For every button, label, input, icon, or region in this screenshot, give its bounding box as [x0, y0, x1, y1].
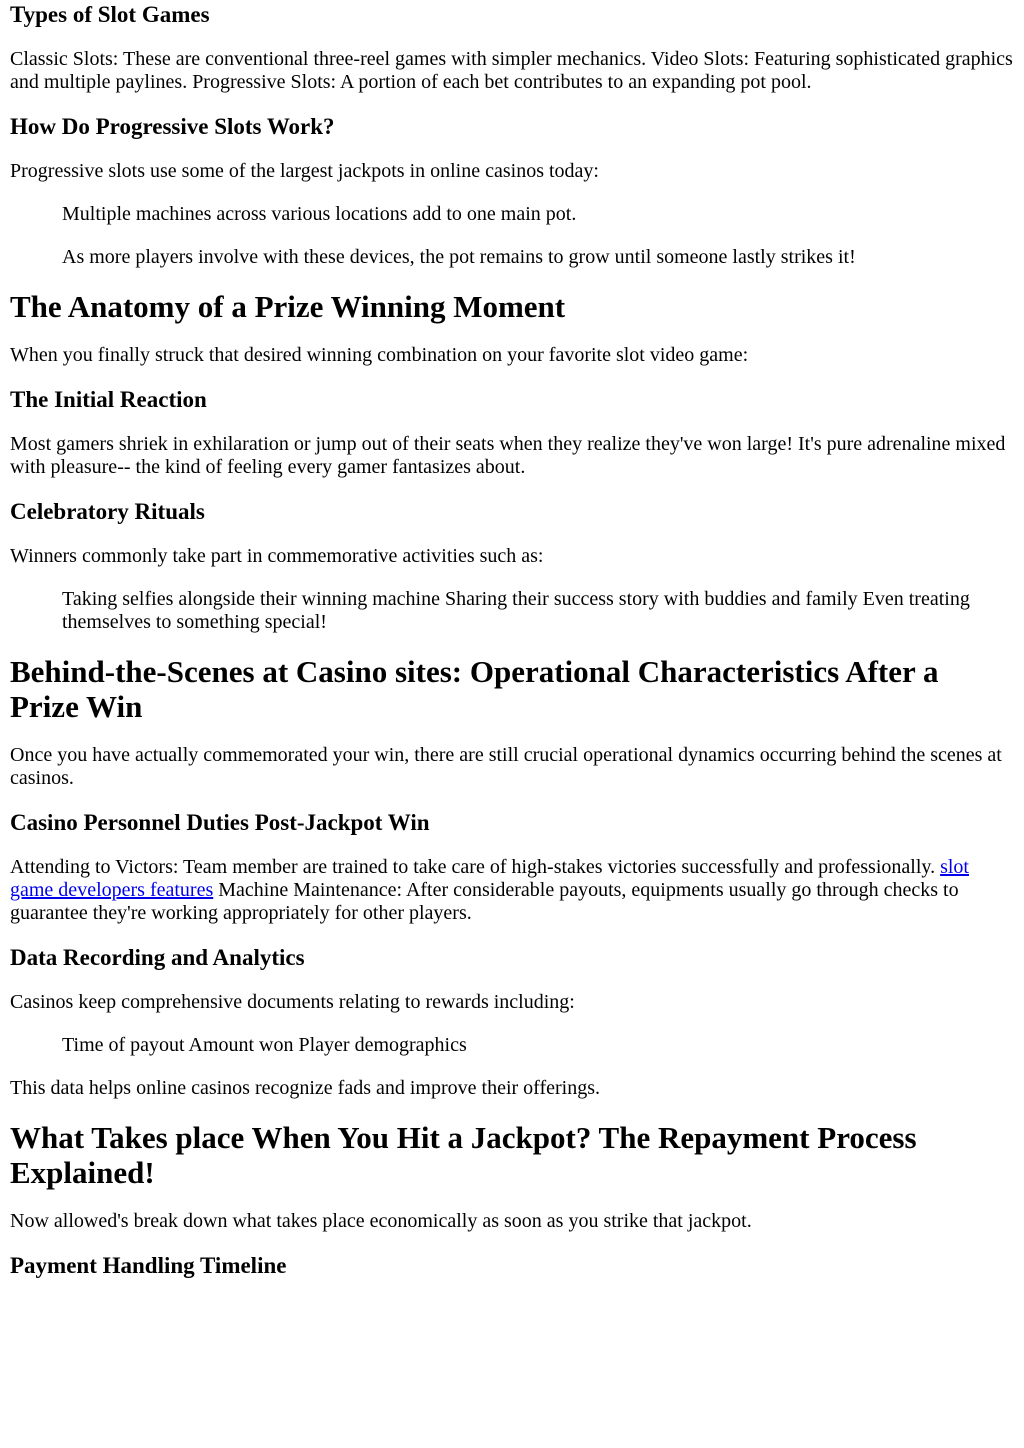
- jackpot-heading: What Takes place When You Hit a Jackpot? The Repayment Process Explained!: [10, 1120, 917, 1190]
- personnel-text-before: Attending to Victors: Team member are trained to take care of high-stakes victories successfully and professionally.: [10, 856, 941, 878]
- rituals-list: Taking selfies alongside their winning machine Sharing their success story with buddies and family Even treating themselves to something special!: [62, 588, 970, 633]
- rituals-heading: Celebratory Rituals: [10, 499, 205, 524]
- progressive-heading: How Do Progressive Slots Work?: [10, 114, 335, 139]
- data-list: Time of payout Amount won Player demographics: [62, 1034, 467, 1056]
- personnel-heading: Casino Personnel Duties Post-Jackpot Win: [10, 810, 430, 835]
- types-paragraph: Classic Slots: These are conventional three-reel games with simpler mechanics. Video Slots: Featuring sophisticated graphics and multiple paylines. Progressive Slots: A portion of each bet contributes to an expanding pot pool.: [10, 48, 1013, 93]
- progressive-intro: Progressive slots use some of the largest jackpots in online casinos today:: [10, 160, 599, 182]
- jackpot-intro: Now allowed's break down what takes place economically as soon as you strike that jackpot.: [10, 1210, 752, 1232]
- slot-developers-link[interactable]: slot game developers features: [10, 856, 969, 901]
- personnel-text-after: Machine Maintenance: After considerable payouts, equipments usually go through checks to guarantee they're working appropriately for other players.: [10, 879, 959, 924]
- data-heading: Data Recording and Analytics: [10, 945, 305, 970]
- reaction-heading: The Initial Reaction: [10, 387, 207, 412]
- timeline-heading: Payment Handling Timeline: [10, 1253, 287, 1278]
- personnel-paragraph: [10, 856, 1014, 925]
- data-intro: Casinos keep comprehensive documents relating to rewards including:: [10, 991, 575, 1013]
- behind-heading: Behind-the-Scenes at Casino sites: Operational Characteristics After a Prize Win: [10, 654, 939, 724]
- behind-intro: Once you have actually commemorated your win, there are still crucial operational dynamics occurring behind the scenes at casinos.: [10, 744, 1002, 789]
- anatomy-heading: The Anatomy of a Prize Winning Moment: [10, 289, 566, 324]
- data-outro: This data helps online casinos recognize fads and improve their offerings.: [10, 1077, 601, 1099]
- progressive-item-2: As more players involve with these devices, the pot remains to grow until someone lastly strikes it!: [62, 246, 856, 268]
- anatomy-intro: When you finally struck that desired winning combination on your favorite slot video game:: [10, 344, 749, 366]
- progressive-item-1: Multiple machines across various locations add to one main pot.: [62, 203, 577, 225]
- article: [0, 2, 1024, 1279]
- types-heading: Types of Slot Games: [10, 2, 210, 27]
- reaction-paragraph: Most gamers shriek in exhilaration or jump out of their seats when they realize they've won large! It's pure adrenaline mixed with pleasure-- the kind of feeling every gamer fantasizes about.: [10, 433, 1006, 478]
- rituals-intro: Winners commonly take part in commemorative activities such as:: [10, 545, 544, 567]
